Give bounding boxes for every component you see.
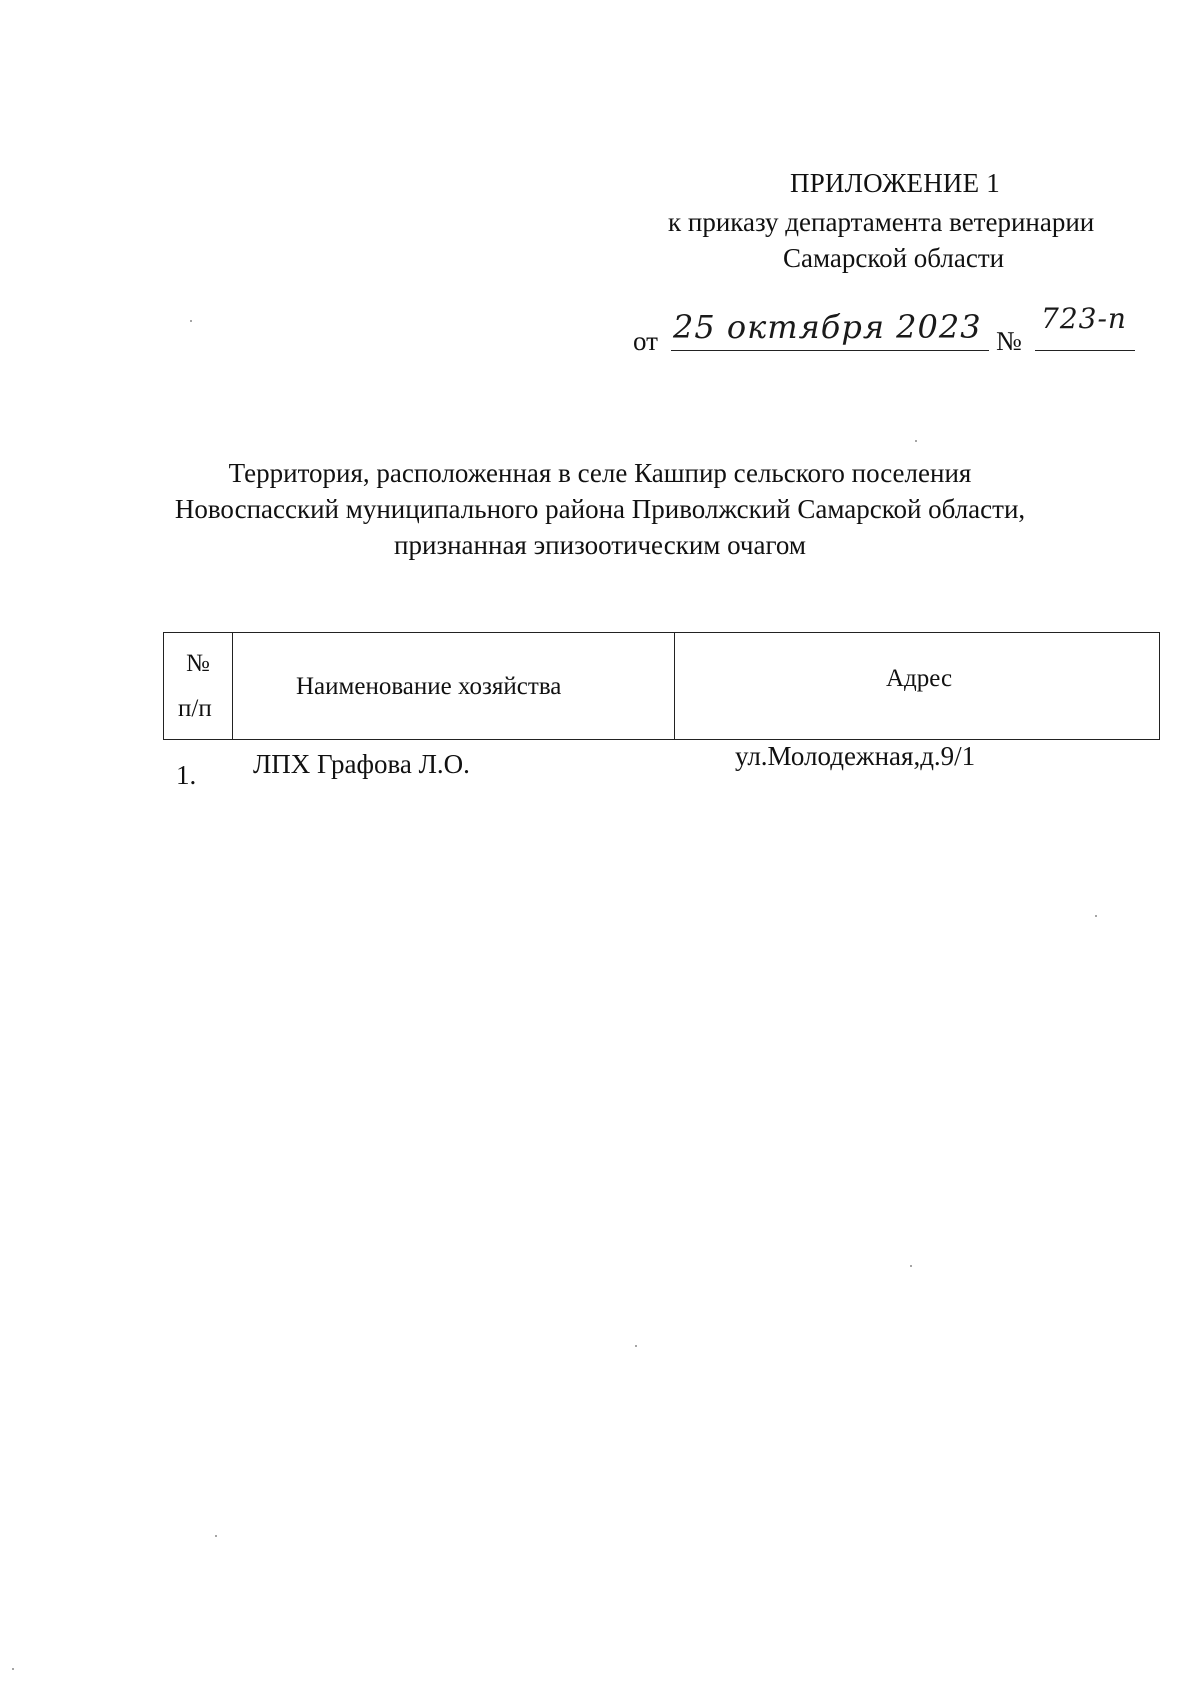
document-title-line-1: Территория, расположенная в селе Кашпир сельского поселения [228, 458, 972, 488]
scan-speck [910, 1265, 912, 1267]
row-farm-name: ЛПХ Графова Л.О. [253, 749, 470, 779]
scan-speck [915, 440, 917, 442]
appendix-region-line: Самарской области [783, 243, 1005, 273]
appendix-title: ПРИЛОЖЕНИЕ 1 [790, 168, 1000, 198]
document-title-line-2: Новоспасский муниципального района Приволжский Самарской области, [174, 494, 1026, 524]
farms-table-header [163, 632, 1160, 740]
header-number-sign: № [186, 650, 210, 677]
row-address: ул.Молодежная,д.9/1 [735, 741, 976, 771]
scan-speck [635, 1345, 637, 1347]
header-number-pp: п/п [178, 695, 212, 722]
order-number-underline [1035, 350, 1135, 351]
header-farm-name: Наименование хозяйства [296, 673, 562, 700]
document-title-line-3: признанная эпизоотическим очагом [394, 530, 806, 560]
table-divider [232, 633, 233, 739]
scan-speck [12, 1668, 14, 1670]
order-number-label: № [996, 326, 1022, 356]
order-from-label: от [633, 326, 658, 356]
table-divider [674, 633, 675, 739]
header-address: Адрес [886, 665, 953, 692]
scan-speck [215, 1535, 217, 1537]
scan-speck [190, 320, 192, 322]
appendix-reference-line: к приказу департамента ветеринарии [668, 207, 1095, 237]
order-number-handwritten: 723-п [1041, 302, 1127, 335]
order-date-handwritten: 25 октября 2023 [673, 308, 982, 346]
document-title [150, 455, 1050, 563]
order-date-underline [671, 350, 989, 351]
scan-speck [1095, 915, 1097, 917]
row-index: 1. [176, 760, 197, 790]
